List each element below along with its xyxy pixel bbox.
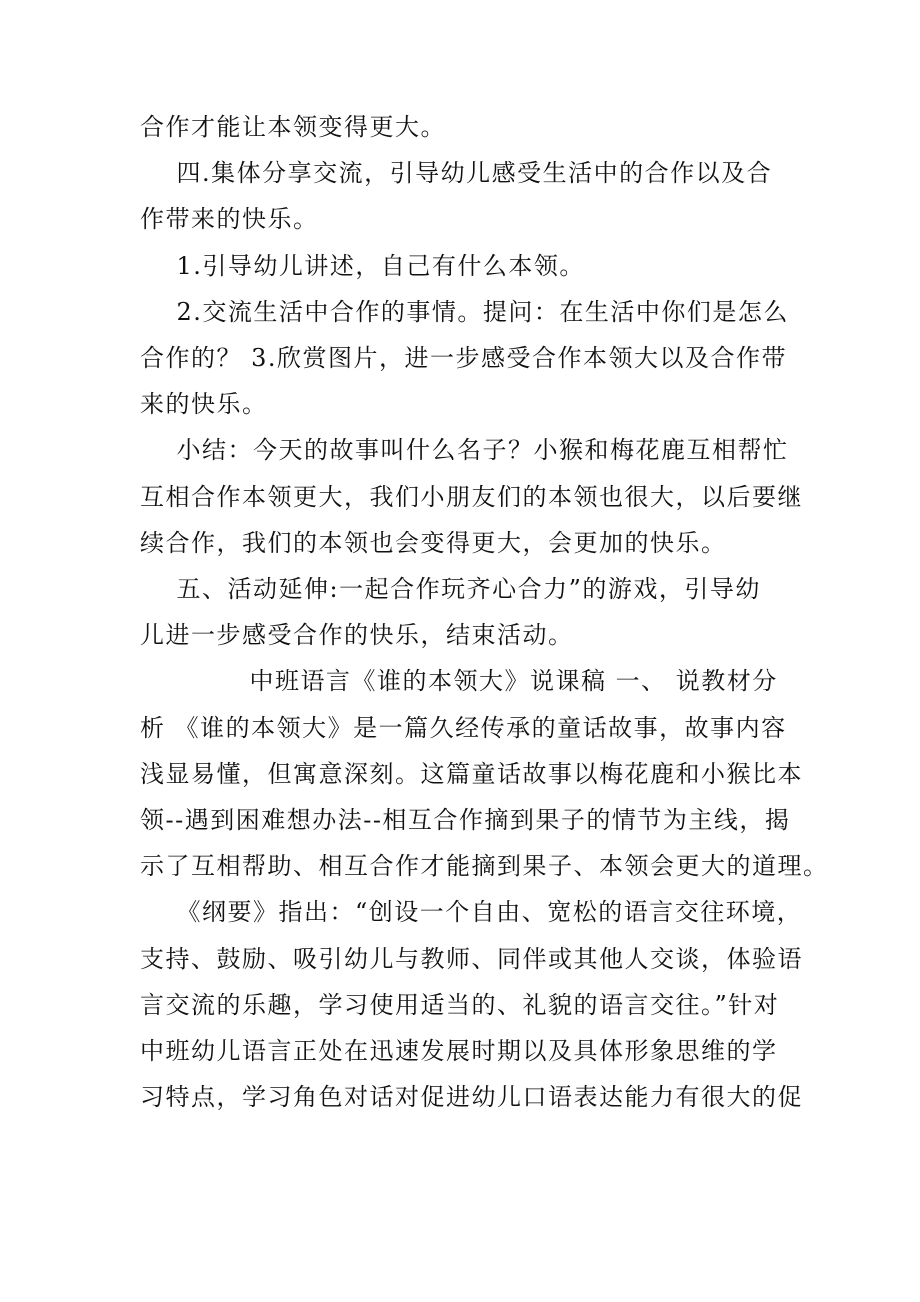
text-line: 习特点，学习角色对话对促进幼儿口语表达能力有很大的促	[140, 1083, 803, 1112]
text-line: 互相合作本领更大，我们小朋友们的本领也很大，以后要继	[140, 482, 803, 511]
text-line: 小结：今天的故事叫什么名子？小猴和梅花鹿互相帮忙	[140, 436, 789, 465]
text-line: 2.交流生活中合作的事情。提问：在生活中你们是怎么	[140, 297, 789, 326]
text-line: 合作的？ 3.欣赏图片，进一步感受合作本领大以及合作带	[140, 344, 788, 373]
text-line: 中班幼儿语言正处在迅速发展时期以及具体形象思维的学	[140, 1037, 778, 1066]
text-line: 示了互相帮助、相互合作才能摘到果子、本领会更大的道理。	[140, 852, 829, 881]
text-line: 来的快乐。	[140, 390, 268, 419]
text-line: 合作才能让本领变得更大。	[140, 113, 446, 141]
text-line: 1.引导幼儿讲述，自己有什么本领。	[140, 251, 585, 280]
document-body	[140, 104, 829, 1120]
text-line: 续合作，我们的本领也会变得更大，会更加的快乐。	[140, 528, 727, 557]
text-line: 言交流的乐趣，学习使用适当的、礼貌的语言交往。”针对	[140, 990, 780, 1019]
text-line: 儿进一步感受合作的快乐，结束活动。	[140, 621, 574, 650]
text-line: 领--遇到困难想办法--相互合作摘到果子的情节为主线，揭	[140, 806, 791, 835]
text-line: 《纲要》指出：“创设一个自由、宽松的语言交往环境，	[140, 898, 803, 927]
text-line: 五、活动延伸:一起合作玩齐心合力”的游戏，引导幼	[140, 575, 761, 604]
text-line: 中班语言《谁的本领大》说课稿 一、 说教材分	[140, 667, 778, 696]
text-line: 作带来的快乐。	[140, 205, 319, 234]
text-line: 四.集体分享交流，引导幼儿感受生活中的合作以及合	[140, 159, 773, 188]
text-line: 支持、鼓励、吸引幼儿与教师、同伴或其他人交谈，体验语	[140, 944, 803, 973]
text-line: 浅显易懂，但寓意深刻。这篇童话故事以梅花鹿和小猴比本	[140, 759, 803, 788]
text-line: 析 《谁的本领大》是一篇久经传承的童话故事，故事内容	[140, 713, 787, 742]
